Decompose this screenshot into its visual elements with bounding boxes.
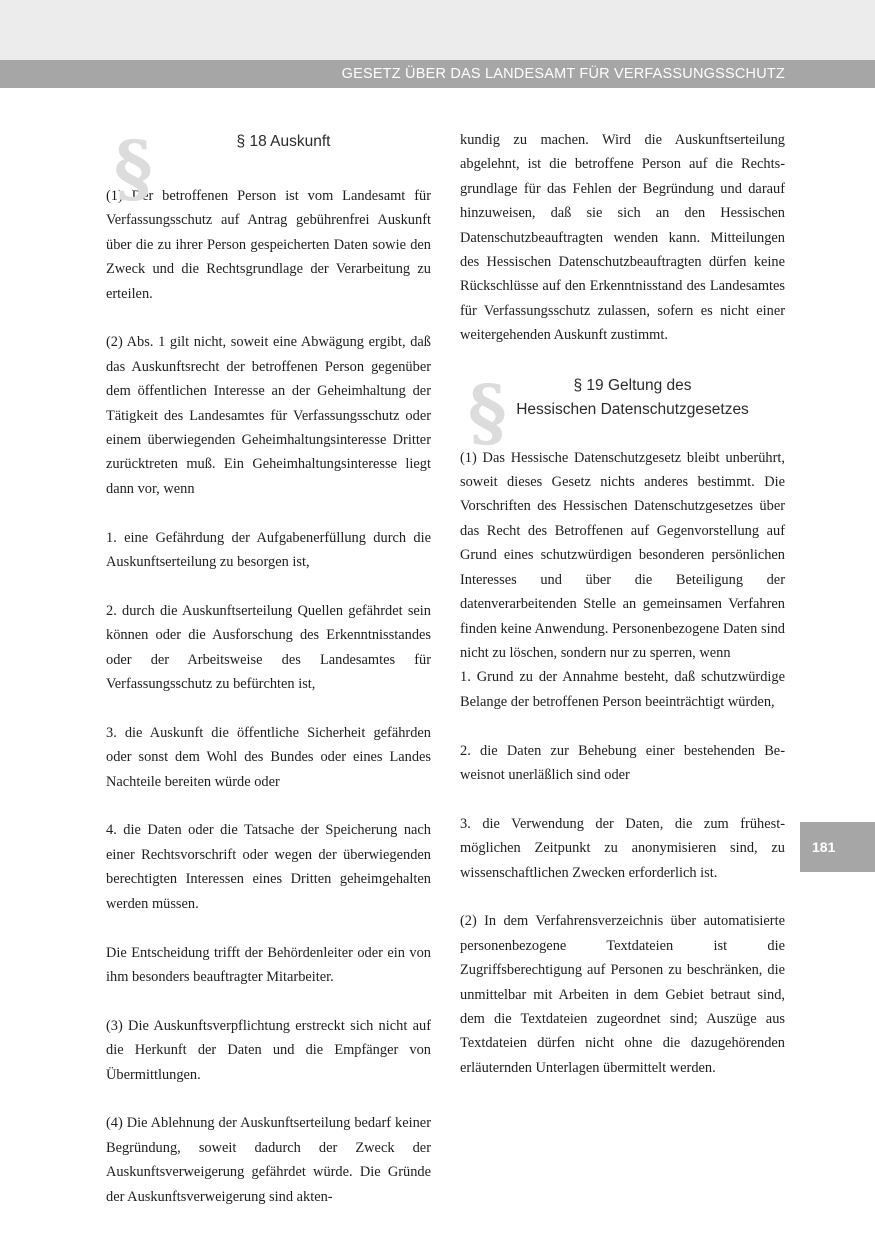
paragraph-mark-icon: § (114, 126, 153, 212)
paragraph: (3) Die Auskunftsverpflichtung erstreckt sich nicht auf die Herkunft der Daten und die Empfänger von Übermittlungen. (106, 1017, 431, 1083)
paragraph: (4) Die Ablehnung der Auskunftserteilung bedarf keiner Begründung, soweit dadurch der Zweck der Auskunftsverweigerung gefährdet würde. Die Gründe der Auskunftsverweigerung sind akten- (106, 1115, 431, 1205)
top-margin (0, 0, 875, 60)
right-column (460, 128, 785, 1080)
paragraph-mark-icon: § (468, 369, 507, 456)
list-item: 3. die Auskunft die öffentliche Sicherheit gefährden oder sonst dem Wohl des Bundes oder eines Landes Nachteile bereiten würde oder (106, 724, 431, 790)
section-19-title (460, 372, 785, 422)
list-item: 2. die Daten zur Behebung einer bestehenden Beweisnot unerläßlich sind oder (460, 742, 785, 783)
paragraph: kundig zu machen. Wird die Auskunftserteilung abgelehnt, ist die betroffene Person auf die Rechtsgrundlage für das Fehlen der Begründung und darauf hinzuweisen, daß sie sich an den Hessischen Datenschutzbeauftragten wenden kann. Mitteilungen des Hessischen Datenschutzbeauftragten dürfen keine Rückschlüsse auf den Erkenntnisstand des Landesamtes für Verfassungsschutz zulassen, sofern es nicht einer weitergehenden Auskunft zustimmt. (460, 132, 785, 344)
paragraph: (1) Der betroffenen Person ist vom Landesamt für Verfassungsschutz auf Antrag gebührenfrei Auskunft über die zu ihrer Person gespeicherten Daten sowie den Zweck und die Rechtsgrundlage der Verarbeitung zu erteilen. (106, 188, 431, 302)
page-number: 181 (812, 839, 836, 855)
paragraph: (2) In dem Verfahrensverzeichnis über automatisierte personenbezogene Textdateien ist die Zugriffsberechtigung auf Personen zu beschränken, die unmittelbar mit Arbeiten in dem Gebiet betraut sind, dem die Textdateien zugeordnet sind; Auszüge aus Textdateien dürfen nicht ohne die dazugehörenden erläuternden Unterlagen übermittelt werden. (460, 913, 785, 1076)
list-item: 4. die Daten oder die Tatsache der Speicherung nach einer Rechtsvorschrift oder wegen der überwiegenden berechtigten Interessen eines Dritten geheimgehalten werden müssen. (106, 822, 431, 912)
paragraph: Die Entscheidung trifft der Behördenleiter oder ein von ihm besonders beauftragter Mitarbeiter. (106, 944, 431, 985)
list-item: 2. durch die Auskunftserteilung Quellen gefährdet sein können oder die Ausforschung des Erkenntnisstandes oder der Arbeitsweise des Landesamtes für Verfassungsschutz zu befürchten ist, (106, 602, 431, 693)
section-18-heading (106, 126, 431, 212)
page-number-tab (800, 822, 875, 872)
list-item: 1. eine Gefährdung der Aufgabenerfüllung durch die Auskunftserteilung zu besorgen ist, (106, 529, 431, 571)
section-19-title-line1: § 19 Geltung des (573, 376, 692, 394)
paragraph: (1) Das Hessische Datenschutzgesetz bleibt unberührt, soweit dieses Gesetz nichts anderes bestimmt. Die Vorschriften des Hessischen Datenschutzgesetzes über das Recht des Betroffenen auf Gegenvorstellung auf Grund eines schutzwürdigen besonderen persönlichen Interesses und über die Beteiligung der datenverarbeitenden Stelle an gemeinsamen Verfahren finden keine Anwendung. Personenbezogene Daten sind nicht zu löschen, sondern nur zu sperren, wenn (460, 449, 785, 661)
section-18-title: § 18 Auskunft (236, 133, 331, 150)
section-19-heading (460, 369, 785, 456)
running-header (0, 60, 875, 88)
running-header-title: GESETZ ÜBER DAS LANDESAMT FÜR VERFASSUNGSSCHUTZ (341, 66, 785, 82)
section-19-title-line2: Hessischen Datenschutzgesetzes (516, 400, 749, 418)
list-item: 1. Grund zu der Annahme besteht, daß schutzwürdige Belange der betroffenen Person beeinträchtigt würden, (460, 669, 785, 710)
list-item: 3. die Verwendung der Daten, die zum frühestmöglichen Zeitpunkt zu anonymisieren sind, zu wissenschaftlichen Zwecken erforderlich ist. (460, 815, 785, 881)
paragraph: (2) Abs. 1 gilt nicht, soweit eine Abwägung ergibt, daß das Auskunftsrecht der betroffenen Person gegenüber dem öffentlichen Interesse an der Geheimhaltung der Tätigkeit des Landesamtes für Verfassungsschutz oder einem überwiegenden Geheimhaltungsinteresse Dritter zurücktreten muß. Ein Geheimhaltungsinteresse liegt dann vor, wenn (106, 334, 431, 497)
left-column (106, 128, 431, 1209)
